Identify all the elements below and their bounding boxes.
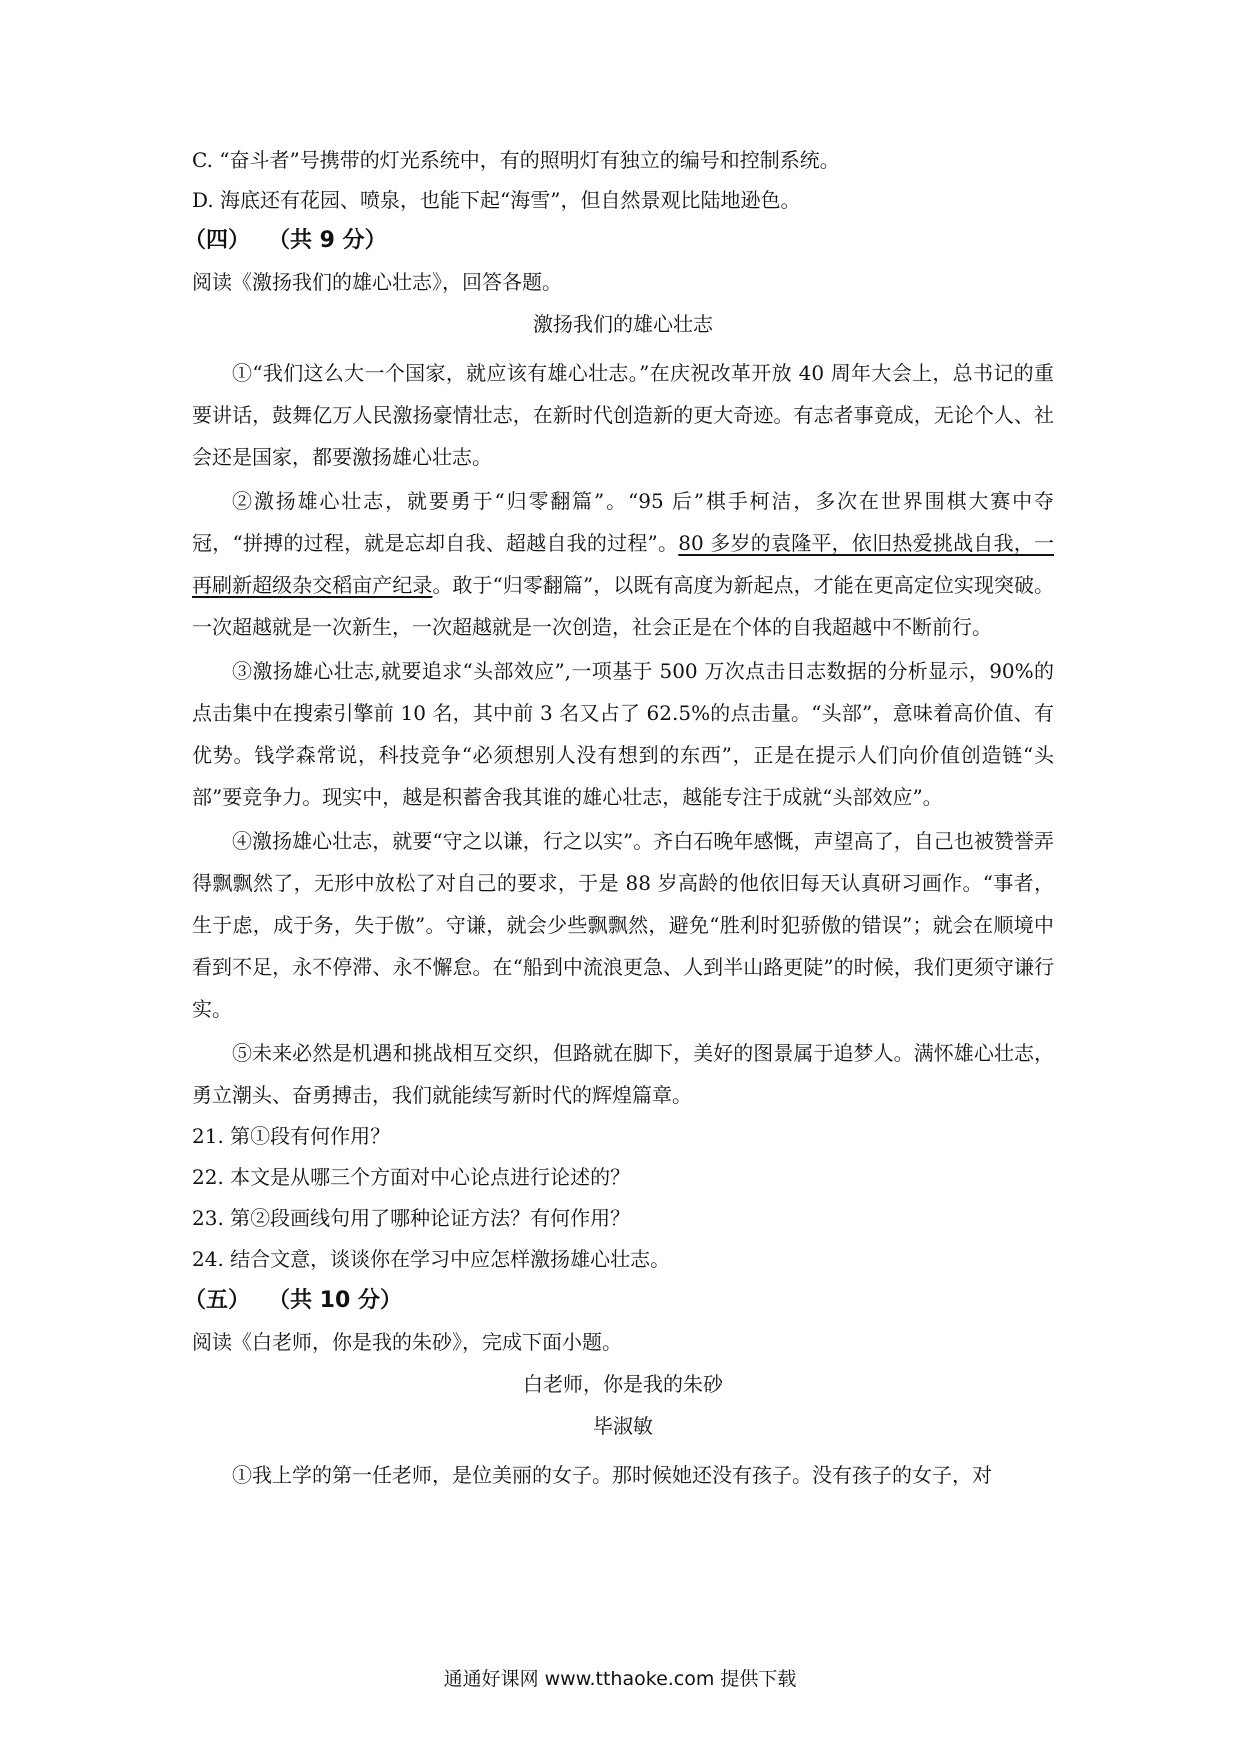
section-4-intro: 阅读《激扬我们的雄心壮志》，回答各题。 [192,270,562,294]
underlined-sentence: 80 多岁的袁隆平，依旧热爱挑战自我，一再刷新超级杂交稻亩产纪录 [192,531,1054,597]
page-content [184,146,1055,1496]
section-4-number: （四） [184,228,251,253]
question-22: 22. 本文是从哪三个方面对中心论点进行论述的？ [192,1165,631,1189]
article-2-paragraph-1: ①我上学的第一任老师，是位美丽的女子。那时候她还没有孩子。没有孩子的女子，对 [232,1463,992,1487]
question-23: 23. 第②段画线句用了哪种论证方法？有何作用？ [192,1206,631,1230]
article-1-paragraph-3: ③激扬雄心壮志,就要追求“头部效应”,一项基于 500 万次点击日志数据的分析显示，90%的点击集中在搜索引擎前 10 名，其中前 3 名又占了 62.5%的点击量。“头部”，意味着高价值、有优势。钱学森常说，科技竞争“必须想别人没有想到的东西”，正是在提示人们向价值创造链“头部”要竞争力。现实中，越是积蓄舍我其谁的雄心壮志，越能专注于成就“头部效应”。 [192,659,1054,809]
article-1-paragraph-5: ⑤未来必然是机遇和挑战相互交织，但路就在脚下，美好的图景属于追梦人。满怀雄心壮志，勇立潮头、奋勇搏击，我们就能续写新时代的辉煌篇章。 [192,1041,1054,1107]
section-5-intro: 阅读《白老师，你是我的朱砂》，完成下面小题。 [192,1330,622,1354]
article-2-title: 白老师，你是我的朱砂 [523,1372,723,1396]
option-c: C. “奋斗者”号携带的灯光系统中，有的照明灯有独立的编号和控制系统。 [192,148,840,172]
section-5-number: （五） [184,1288,251,1313]
section-4-questions [192,1122,1054,1273]
article-1-title: 激扬我们的雄心壮志 [533,312,713,336]
section-5-heading [184,1286,1054,1316]
paragraph-2-text-before: ②激扬雄心壮志，就要勇于“归零翻篇”。“95 后”棋手柯洁，多次在世界围棋大赛中夺冠，“拼搏的过程，就是忘却自我、超越自我的过程”。 [192,489,1054,555]
article-1-paragraph-4: ④激扬雄心壮志，就要“守之以谦，行之以实”。齐白石晚年感慨，声望高了，自己也被赞誉弄得飘飘然了，无形中放松了对自己的要求，于是 88 岁高龄的他依旧每天认真研习画作。“事者，生于虑，成于务，失于傲”。守谦，就会少些飘飘然，避免“胜利时犯骄傲的错误”；就会在顺境中看到不足，永不停滞、永不懈怠。在“船到中流浪更急、人到半山路更陡”的时候，我们更须守谦行实。 [192,829,1054,1021]
option-d: D. 海底还有花园、喷泉，也能下起“海雪”，但自然景观比陆地逊色。 [192,188,801,212]
section-4-points: （共 9 分） [268,228,387,253]
question-24: 24. 结合文意，谈谈你在学习中应怎样激扬雄心壮志。 [192,1247,671,1271]
article-1-paragraph-1: ①“我们这么大一个国家，就应该有雄心壮志。”在庆祝改革开放 40 周年大会上，总书记的重要讲话，鼓舞亿万人民激扬豪情壮志，在新时代创造新的更大奇迹。有志者事竟成，无论个人、社会还是国家，都要激扬雄心壮志。 [192,361,1054,469]
article-1-paragraph-2 [192,480,1054,648]
section-5-points: （共 10 分） [268,1288,402,1313]
article-2-author: 毕淑敏 [593,1414,653,1438]
download-footer: 通通好课网 www.tthaoke.com 提供下载 [443,1668,797,1690]
question-21: 21. 第①段有何作用？ [192,1124,391,1148]
paragraph-2-text-after: 。敢于“归零翻篇”，以既有高度为新起点，才能在更高定位实现突破。一次超越就是一次新生，一次超越就是一次创造，社会正是在个体的自我超越中不断前行。 [192,573,1055,639]
section-4-heading [184,226,1054,256]
